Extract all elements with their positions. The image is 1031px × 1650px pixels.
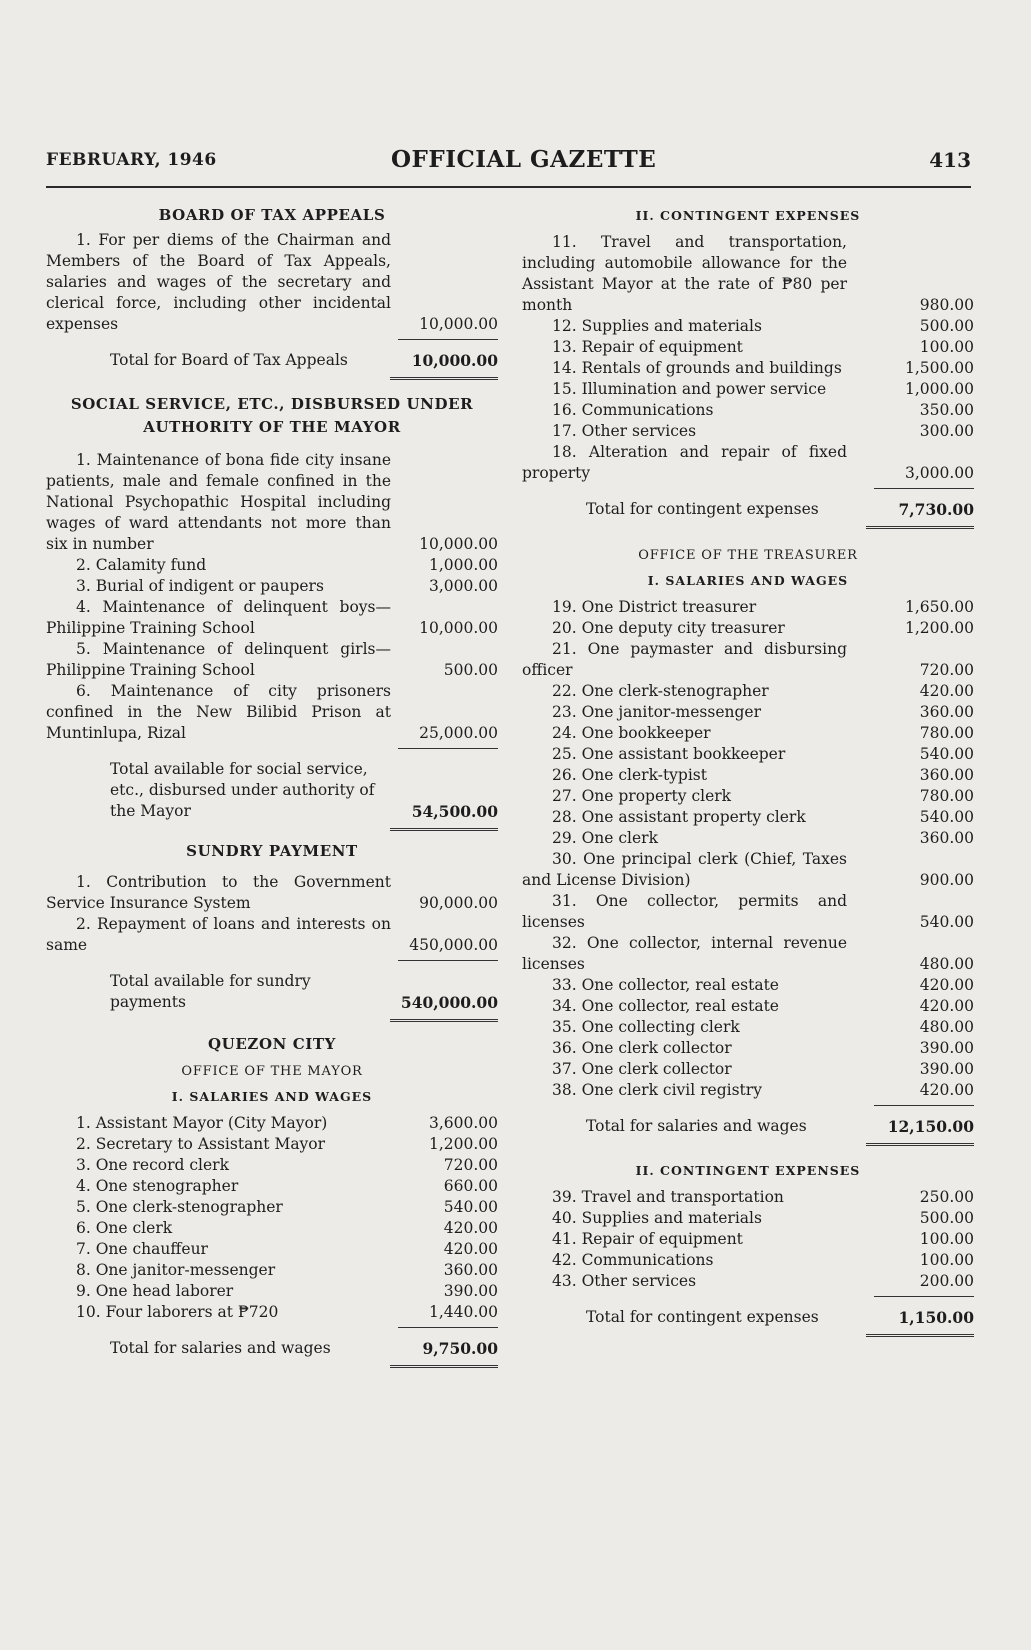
- social-heading-2: AUTHORITY OF THE MAYOR: [143, 418, 401, 436]
- item-text: 4. Maintenance of delinquent boys—Philippine Training School: [46, 598, 391, 637]
- rule: [874, 1105, 974, 1106]
- item-amount: 450,000.00: [409, 936, 498, 954]
- item-amount: 780.00: [919, 787, 974, 805]
- budget-item: [522, 1229, 974, 1250]
- budget-item: [522, 723, 974, 744]
- budget-item: [522, 702, 974, 723]
- total-amount: 10,000.00: [411, 351, 498, 370]
- total-row: [46, 759, 498, 822]
- item-amount: 500.00: [443, 661, 498, 679]
- item-amount: 980.00: [919, 296, 974, 314]
- item-amount: 250.00: [919, 1188, 974, 1206]
- total-amount: 9,750.00: [422, 1339, 498, 1358]
- rule: [398, 339, 498, 340]
- item-text: 31. One collector, permits and licenses: [522, 892, 847, 931]
- budget-item: [522, 421, 974, 442]
- item-amount: 480.00: [919, 1018, 974, 1036]
- item-amount: 10,000.00: [419, 535, 498, 553]
- item-text: 13. Repair of equipment: [552, 338, 743, 356]
- budget-item: [522, 379, 974, 400]
- budget-item: [522, 1187, 974, 1208]
- budget-item: [46, 914, 498, 956]
- budget-item: [46, 1281, 498, 1302]
- budget-item: [46, 1155, 498, 1176]
- salaries-heading: I. SALARIES AND WAGES: [647, 573, 849, 588]
- item-text: 43. Other services: [552, 1272, 697, 1290]
- item-amount: 1,500.00: [904, 359, 974, 377]
- item-text: 27. One property clerk: [552, 787, 732, 805]
- item-amount: 420.00: [443, 1240, 498, 1258]
- budget-item: [46, 576, 498, 597]
- total-row: [522, 1307, 974, 1328]
- item-text: 20. One deputy city treasurer: [552, 619, 785, 637]
- total-label: Total for contingent expenses: [586, 1308, 819, 1326]
- double-rule: [866, 1334, 974, 1337]
- header-title: OFFICIAL GAZETTE: [391, 146, 657, 173]
- total-row: [46, 1338, 498, 1359]
- item-text: 23. One janitor-messenger: [552, 703, 762, 721]
- item-amount: 10,000.00: [419, 315, 498, 333]
- item-amount: 420.00: [919, 682, 974, 700]
- budget-item: [46, 681, 498, 744]
- item-text: 9. One head laborer: [76, 1282, 234, 1300]
- item-amount: 360.00: [919, 829, 974, 847]
- item-amount: 390.00: [919, 1060, 974, 1078]
- budget-item: [522, 828, 974, 849]
- budget-item: [522, 1038, 974, 1059]
- budget-item: [522, 316, 974, 337]
- item-amount: 360.00: [919, 766, 974, 784]
- total-label: Total for contingent expenses: [586, 500, 819, 518]
- item-text: 36. One clerk collector: [552, 1039, 732, 1057]
- item-text: 12. Supplies and materials: [552, 317, 762, 335]
- item-text: 38. One clerk civil registry: [552, 1081, 762, 1099]
- item-text: 15. Illumination and power service: [552, 380, 827, 398]
- budget-item: [522, 597, 974, 618]
- item-text: 16. Communications: [552, 401, 714, 419]
- rule: [874, 488, 974, 489]
- quezon-heading: QUEZON CITY: [208, 1035, 336, 1053]
- item-amount: 720.00: [443, 1156, 498, 1174]
- item-text: 42. Communications: [552, 1251, 714, 1269]
- budget-item: [46, 450, 498, 555]
- item-amount: 500.00: [919, 317, 974, 335]
- item-amount: 420.00: [919, 976, 974, 994]
- item-text: 6. Maintenance of city prisoners confined in the New Bilibid Prison at Muntinlupa, Rizal: [46, 682, 391, 742]
- item-text: 32. One collector, internal revenue licenses: [522, 934, 847, 973]
- item-text: 2. Repayment of loans and interests on same: [46, 915, 391, 954]
- item-amount: 1,200.00: [428, 1135, 498, 1153]
- item-text: 6. One clerk: [76, 1219, 173, 1237]
- item-text: 14. Rentals of grounds and buildings: [552, 359, 842, 377]
- sundry-heading: SUNDRY PAYMENT: [186, 842, 358, 860]
- total-amount: 540,000.00: [400, 993, 498, 1012]
- budget-item: [522, 442, 974, 484]
- office-treasurer-heading: OFFICE OF THE TREASURER: [638, 548, 858, 563]
- item-amount: 1,000.00: [428, 556, 498, 574]
- double-rule: [390, 1019, 498, 1022]
- item-amount: 390.00: [919, 1039, 974, 1057]
- item-amount: 900.00: [919, 871, 974, 889]
- double-rule: [390, 1365, 498, 1368]
- total-label: Total available for sundry payments: [110, 972, 311, 1011]
- item-text: 7. One chauffeur: [76, 1240, 208, 1258]
- social-heading-1: SOCIAL SERVICE, ETC., DISBURSED UNDER: [70, 395, 474, 413]
- item-amount: 390.00: [443, 1282, 498, 1300]
- item-amount: 1,650.00: [904, 598, 974, 616]
- item-amount: 100.00: [919, 1251, 974, 1269]
- item-text: 2. Calamity fund: [76, 556, 207, 574]
- budget-item: [522, 1059, 974, 1080]
- budget-item: [522, 1250, 974, 1271]
- page-number: 413: [929, 148, 971, 172]
- item-text: 24. One bookkeeper: [552, 724, 711, 742]
- budget-item: [522, 337, 974, 358]
- item-text: 10. Four laborers at ₱720: [76, 1303, 279, 1321]
- budget-item: [46, 639, 498, 681]
- item-amount: 10,000.00: [419, 619, 498, 637]
- item-amount: 1,000.00: [904, 380, 974, 398]
- budget-item: [46, 1134, 498, 1155]
- item-text: 34. One collector, real estate: [552, 997, 779, 1015]
- total-label: Total available for social service, etc., disbursed under authority of the Mayor: [110, 760, 375, 820]
- total-row: [46, 350, 498, 371]
- budget-item: [522, 849, 974, 891]
- double-rule: [390, 377, 498, 380]
- budget-item: [522, 681, 974, 702]
- item-amount: 350.00: [919, 401, 974, 419]
- item-amount: 480.00: [919, 955, 974, 973]
- budget-item: [46, 597, 498, 639]
- right-column: [522, 205, 974, 1345]
- item-text: 28. One assistant property clerk: [552, 808, 806, 826]
- total-amount: 54,500.00: [411, 802, 498, 821]
- total-amount: 12,150.00: [887, 1117, 974, 1136]
- item-amount: 540.00: [919, 913, 974, 931]
- rule: [398, 748, 498, 749]
- rule: [874, 1296, 974, 1297]
- item-text: 33. One collector, real estate: [552, 976, 779, 994]
- item-text: 41. Repair of equipment: [552, 1230, 743, 1248]
- budget-item: [522, 618, 974, 639]
- budget-item: [522, 786, 974, 807]
- budget-item: [522, 744, 974, 765]
- item-amount: 780.00: [919, 724, 974, 742]
- total-label: Total for Board of Tax Appeals: [110, 351, 348, 369]
- board-heading: BOARD OF TAX APPEALS: [158, 206, 386, 224]
- rule: [398, 960, 498, 961]
- item-amount: 100.00: [919, 338, 974, 356]
- item-amount: 90,000.00: [419, 894, 498, 912]
- item-text: 18. Alteration and repair of fixed property: [522, 443, 847, 482]
- office-mayor-heading: OFFICE OF THE MAYOR: [181, 1064, 363, 1079]
- item-text: 11. Travel and transportation, including automobile allowance for the Assistant Mayor at the rate of ₱80 per month: [522, 233, 847, 314]
- item-text: 30. One principal clerk (Chief, Taxes and License Division): [522, 850, 847, 889]
- item-text: 5. One clerk-stenographer: [76, 1198, 283, 1216]
- budget-item: [522, 765, 974, 786]
- budget-item: [522, 975, 974, 996]
- item-amount: 1,440.00: [428, 1303, 498, 1321]
- item-text: 29. One clerk: [552, 829, 658, 847]
- total-amount: 7,730.00: [898, 500, 974, 519]
- budget-item: [46, 1176, 498, 1197]
- item-amount: 200.00: [919, 1272, 974, 1290]
- item-text: 1. Assistant Mayor (City Mayor): [76, 1114, 328, 1132]
- total-row: [46, 971, 498, 1013]
- double-rule: [866, 1143, 974, 1146]
- budget-item: [522, 1271, 974, 1292]
- item-amount: 540.00: [919, 745, 974, 763]
- item-text: 3. One record clerk: [76, 1156, 229, 1174]
- budget-item: [522, 807, 974, 828]
- left-column: [46, 205, 498, 1376]
- item-text: 1. For per diems of the Chairman and Members of the Board of Tax Appeals, salaries and wages of the secretary and clerical force, including other incidental expenses: [46, 231, 391, 333]
- item-text: 39. Travel and transportation: [552, 1188, 784, 1206]
- item-amount: 500.00: [919, 1209, 974, 1227]
- item-text: 19. One District treasurer: [552, 598, 757, 616]
- budget-item: [46, 230, 498, 335]
- item-text: 4. One stenographer: [76, 1177, 239, 1195]
- budget-item: [46, 1302, 498, 1323]
- rule: [398, 1327, 498, 1328]
- item-amount: 3,000.00: [428, 577, 498, 595]
- item-amount: 100.00: [919, 1230, 974, 1248]
- item-text: 40. Supplies and materials: [552, 1209, 762, 1227]
- item-text: 1. Maintenance of bona fide city insane patients, male and female confined in the National Psychopathic Hospital including wages of ward attendants not more than six in number: [46, 451, 391, 553]
- total-row: [522, 1116, 974, 1137]
- item-amount: 25,000.00: [419, 724, 498, 742]
- page-header: [46, 146, 971, 176]
- budget-item: [522, 996, 974, 1017]
- item-text: 25. One assistant bookkeeper: [552, 745, 786, 763]
- header-date: FEBRUARY, 1946: [46, 150, 217, 170]
- item-text: 2. Secretary to Assistant Mayor: [76, 1135, 326, 1153]
- budget-item: [522, 232, 974, 316]
- budget-item: [522, 1080, 974, 1101]
- item-amount: 420.00: [443, 1219, 498, 1237]
- contingent-heading: II. CONTINGENT EXPENSES: [635, 1163, 861, 1178]
- budget-item: [46, 1113, 498, 1134]
- contingent-heading: II. CONTINGENT EXPENSES: [635, 208, 861, 223]
- item-text: 22. One clerk-stenographer: [552, 682, 769, 700]
- item-amount: 540.00: [443, 1198, 498, 1216]
- item-text: 26. One clerk-typist: [552, 766, 707, 784]
- budget-item: [46, 1260, 498, 1281]
- item-amount: 3,000.00: [904, 464, 974, 482]
- budget-item: [522, 400, 974, 421]
- item-amount: 3,600.00: [428, 1114, 498, 1132]
- item-amount: 420.00: [919, 1081, 974, 1099]
- double-rule: [866, 526, 974, 529]
- item-amount: 660.00: [443, 1177, 498, 1195]
- budget-item: [522, 933, 974, 975]
- item-text: 5. Maintenance of delinquent girls—Philippine Training School: [46, 640, 391, 679]
- total-label: Total for salaries and wages: [110, 1339, 331, 1357]
- total-row: [522, 499, 974, 520]
- budget-item: [46, 872, 498, 914]
- total-label: Total for salaries and wages: [586, 1117, 807, 1135]
- item-amount: 360.00: [443, 1261, 498, 1279]
- budget-item: [522, 891, 974, 933]
- item-amount: 420.00: [919, 997, 974, 1015]
- budget-item: [46, 1197, 498, 1218]
- item-text: 3. Burial of indigent or paupers: [76, 577, 324, 595]
- item-amount: 300.00: [919, 422, 974, 440]
- item-text: 1. Contribution to the Government Service Insurance System: [46, 873, 391, 912]
- item-text: 37. One clerk collector: [552, 1060, 732, 1078]
- item-amount: 360.00: [919, 703, 974, 721]
- budget-item: [522, 358, 974, 379]
- double-rule: [390, 828, 498, 831]
- total-amount: 1,150.00: [898, 1308, 974, 1327]
- item-text: 17. Other services: [552, 422, 697, 440]
- item-amount: 1,200.00: [904, 619, 974, 637]
- budget-item: [522, 1017, 974, 1038]
- item-amount: 720.00: [919, 661, 974, 679]
- header-rule: [46, 186, 971, 188]
- budget-item: [46, 555, 498, 576]
- item-text: 21. One paymaster and disbursing officer: [522, 640, 847, 679]
- item-text: 35. One collecting clerk: [552, 1018, 740, 1036]
- budget-item: [46, 1218, 498, 1239]
- item-amount: 540.00: [919, 808, 974, 826]
- budget-item: [522, 1208, 974, 1229]
- budget-item: [522, 639, 974, 681]
- item-text: 8. One janitor-messenger: [76, 1261, 276, 1279]
- salaries-heading: I. SALARIES AND WAGES: [171, 1089, 373, 1104]
- budget-item: [46, 1239, 498, 1260]
